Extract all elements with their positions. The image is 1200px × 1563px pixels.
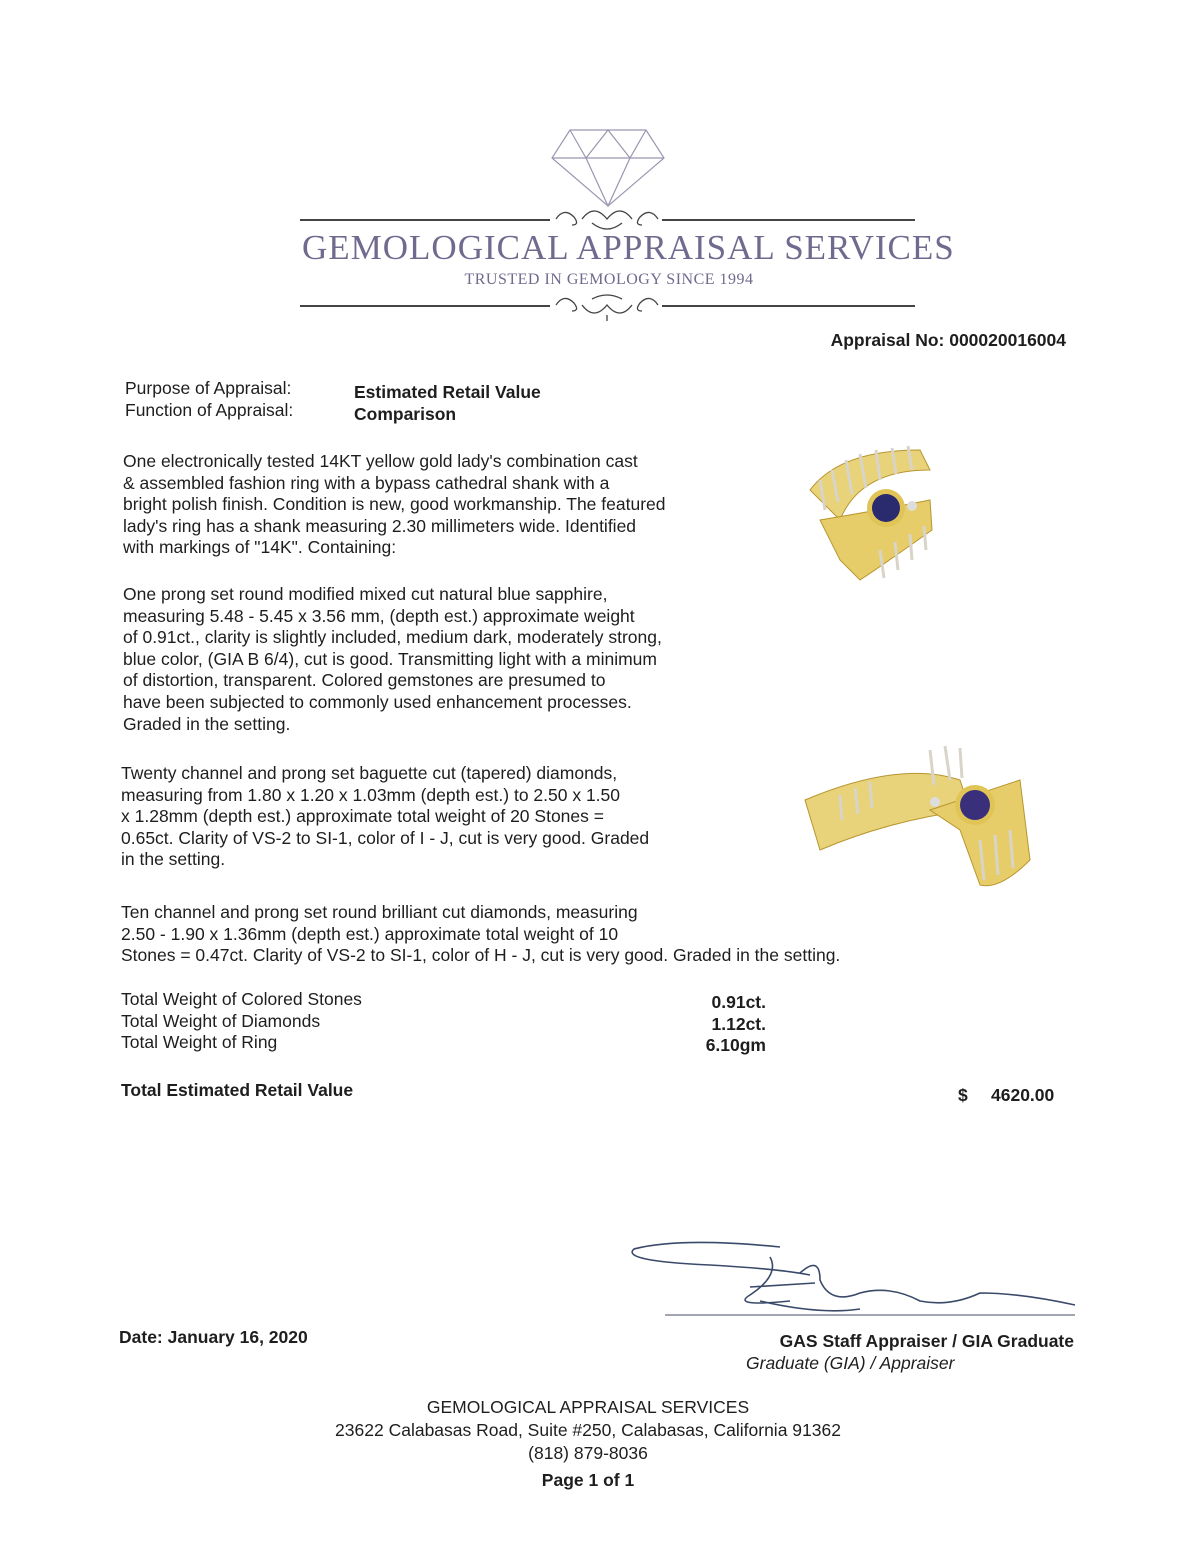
round-diamonds-paragraph (121, 902, 840, 967)
retail-label: Total Estimated Retail Value (121, 1080, 354, 1100)
ring-image-bottom (800, 740, 1036, 892)
text-line: 0.65ct. Clarity of VS-2 to SI-1, color of I - J, cut is very good. Graded (121, 827, 650, 848)
footer-address: 23622 Calabasas Road, Suite #250, Calabasas, California 91362 (335, 1420, 841, 1440)
total-label: Total Weight of Diamonds (121, 1010, 321, 1031)
text-line: & assembled fashion ring with a bypass cathedral shank with a (123, 472, 610, 493)
footer-phone: (818) 879-8036 (528, 1443, 648, 1463)
sapphire-paragraph (123, 584, 662, 735)
appraiser-subtitle: Graduate (GIA) / Appraiser (746, 1353, 955, 1373)
logo-title: GEMOLOGICAL APPRAISAL SERVICES (302, 228, 955, 267)
purpose-label: Purpose of Appraisal: (125, 378, 292, 398)
ornament-bottom-icon (552, 291, 662, 323)
diamond-icon (550, 128, 666, 208)
footer-company: GEMOLOGICAL APPRAISAL SERVICES (426, 1397, 750, 1417)
function-label: Function of Appraisal: (125, 400, 294, 420)
text-line: blue color, (GIA B 6/4), cut is good. Transmitting light with a minimum (123, 648, 657, 669)
text-line: Stones = 0.47ct. Clarity of VS-2 to SI-1, color of H - J, cut is very good. Graded in the setting. (121, 945, 841, 966)
text-line: 2.50 - 1.90 x 1.36mm (depth est.) approximate total weight of 10 (121, 923, 619, 944)
page-number: Page 1 of 1 (541, 1470, 635, 1490)
total-value: 1.12ct. (711, 1013, 766, 1034)
text-line: have been subjected to commonly used enhancement processes. (123, 691, 632, 712)
totals-labels (121, 989, 362, 1054)
text-line: One prong set round modified mixed cut natural blue sapphire, (123, 584, 608, 604)
text-line: Graded in the setting. (123, 713, 291, 734)
text-line: bright polish finish. Condition is new, good workmanship. The featured (123, 494, 666, 515)
text-line: lady's ring has a shank measuring 2.30 millimeters wide. Identified (123, 515, 637, 536)
appraisal-number: Appraisal No: 000020016004 (830, 330, 1066, 350)
total-value: 6.10gm (705, 1035, 766, 1056)
purpose-value: Estimated Retail Value (354, 382, 541, 402)
text-line: One electronically tested 14KT yellow gold lady's combination cast (123, 451, 638, 471)
total-label: Total Weight of Ring (121, 1032, 278, 1053)
signature (620, 1235, 1080, 1325)
total-value: 0.91ct. (711, 992, 766, 1012)
ring-image-top (800, 430, 940, 588)
function-value: Comparison (354, 404, 457, 424)
text-line: measuring from 1.80 x 1.20 x 1.03mm (depth est.) to 2.50 x 1.50 (121, 784, 621, 805)
retail-value: 4620.00 (991, 1085, 1055, 1105)
text-line: x 1.28mm (depth est.) approximate total weight of 20 Stones = (121, 806, 604, 827)
appraisal-date: Date: January 16, 2020 (119, 1327, 308, 1347)
text-line: with markings of "14K". Containing: (123, 537, 397, 558)
text-line: measuring 5.48 - 5.45 x 3.56 mm, (depth est.) approximate weight (123, 605, 635, 626)
totals-values (680, 992, 766, 1057)
retail-currency: $ (958, 1085, 968, 1105)
total-label: Total Weight of Colored Stones (121, 989, 362, 1009)
text-line: Ten channel and prong set round brilliant cut diamonds, measuring (121, 902, 638, 922)
baguette-diamonds-paragraph (121, 763, 649, 871)
logo-tagline: TRUSTED IN GEMOLOGY SINCE 1994 (464, 271, 754, 288)
appraiser-title: GAS Staff Appraiser / GIA Graduate (779, 1331, 1074, 1351)
text-line: Twenty channel and prong set baguette cut (tapered) diamonds, (121, 763, 618, 783)
text-line: of distortion, transparent. Colored gemstones are presumed to (123, 670, 606, 691)
description-paragraph (123, 451, 666, 559)
text-line: of 0.91ct., clarity is slightly included, medium dark, moderately strong, (123, 627, 662, 648)
text-line: in the setting. (121, 849, 226, 870)
